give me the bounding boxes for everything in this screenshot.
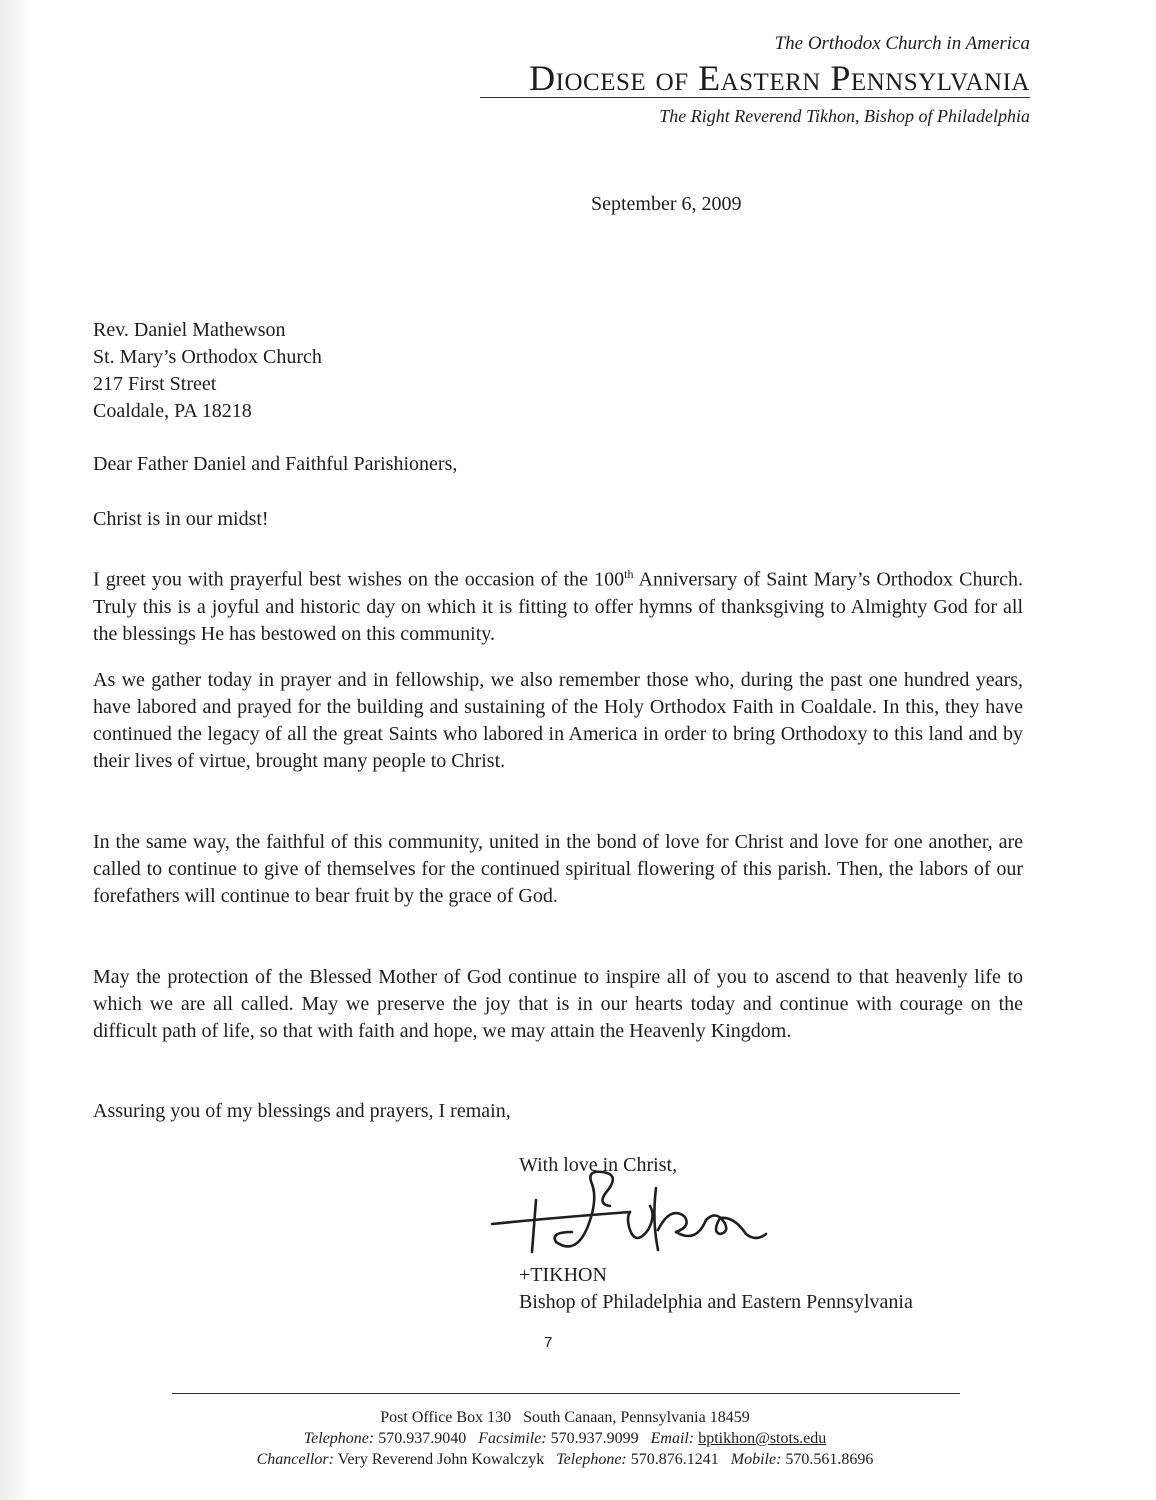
footer-divider	[172, 1393, 960, 1394]
footer-email-label: Email:	[650, 1430, 695, 1447]
letterhead-divider	[480, 97, 1030, 98]
recipient-address	[93, 317, 322, 425]
footer-mobile-label: Mobile:	[730, 1451, 782, 1468]
signature-cross-stem	[532, 1200, 536, 1252]
footer-chancellor-name: Very Reverend John Kowalczyk	[337, 1451, 545, 1468]
signature-letters-kh	[654, 1188, 706, 1250]
letterhead-church: The Orthodox Church in America	[774, 33, 1030, 54]
footer-city: South Canaan, Pennsylvania 18459	[523, 1409, 750, 1426]
signer-title: Bishop of Philadelphia and Eastern Pennsylvania	[519, 1291, 913, 1313]
signer-name: +TIKHON	[519, 1264, 607, 1286]
footer-chancellor	[150, 1449, 980, 1471]
footer-email-link[interactable]: bptikhon@stots.edu	[698, 1430, 827, 1447]
footer-fax-label: Facsimile:	[478, 1430, 547, 1447]
signature-letters-on	[706, 1215, 766, 1238]
footer-tel: 570.937.9040	[378, 1430, 467, 1447]
footer-chancellor-tel-label: Telephone:	[556, 1451, 627, 1468]
footer-chancellor-tel: 570.876.1241	[630, 1451, 719, 1468]
recipient-city: Coaldale, PA 18218	[93, 400, 252, 422]
footer-mobile: 570.561.8696	[785, 1451, 874, 1468]
footer-address	[150, 1407, 980, 1429]
recipient-street: 217 First Street	[93, 373, 217, 395]
signature-letter-t	[555, 1172, 613, 1247]
paragraph-2: As we gather today in prayer and in fellowship, we also remember those who, during the past one hundred years, have labored and prayed for the building and sustaining of the Holy Orthodox Faith in Coaldale. In this, they have continued the legacy of all the great Saints who labored in America in order to bring Orthodoxy to this land and by their lives of virtue, brought many people to Christ.	[93, 669, 1023, 772]
footer-contacts	[150, 1428, 980, 1450]
paragraph-3: In the same way, the faithful of this community, united in the bond of love for Christ and love for one another, are called to continue to give of themselves for the continued spiritual flowering of this parish. Then, the labors of our forefathers will continue to bear fruit by the grace of God.	[93, 831, 1023, 907]
paragraph-1-superscript: th	[624, 567, 634, 581]
recipient-name: Rev. Daniel Mathewson	[93, 319, 286, 341]
letterhead-diocese: Diocese of Eastern Pennsylvania	[529, 58, 1030, 98]
paragraph-5: Assuring you of my blessings and prayers, I remain,	[93, 1100, 511, 1122]
scan-edge-shadow	[0, 0, 30, 1500]
signature-image	[480, 1160, 770, 1260]
recipient-church: St. Mary’s Orthodox Church	[93, 346, 322, 368]
footer-chancellor-label: Chancellor:	[256, 1451, 334, 1468]
paragraph-1-part-2: Anniversary of Saint Mary’s Orthodox Church. Truly this is a joyful and historic day on which it is fitting to offer hymns of thanksgiving to Almighty God for all the blessings He has bestowed on this community.	[93, 568, 1024, 645]
footer-po-box: Post Office Box 130	[380, 1409, 512, 1426]
footer-fax: 570.937.9099	[550, 1430, 639, 1447]
closing-line: With love in Christ,	[519, 1154, 678, 1176]
greeting: Christ is in our midst!	[93, 508, 269, 530]
letter-date: September 6, 2009	[591, 193, 742, 215]
paragraph-4: May the protection of the Blessed Mother of God continue to inspire all of you to ascend to that heavenly life to which we are all called. May we preserve the joy that is in our hearts today and continue with courage on the difficult path of life, so that with faith and hope, we may attain the Heavenly Kingdom.	[93, 966, 1023, 1042]
page-number: 7	[544, 1334, 553, 1351]
salutation: Dear Father Daniel and Faithful Parishioners,	[93, 453, 458, 475]
paragraph-1-part-1: I greet you with prayerful best wishes on the occasion of the 100	[93, 568, 625, 591]
signature-cross-bar	[492, 1212, 630, 1224]
paragraph-1	[93, 561, 1023, 648]
footer-tel-label: Telephone:	[303, 1430, 375, 1447]
letterhead-bishop: The Right Reverend Tikhon, Bishop of Philadelphia	[659, 106, 1030, 126]
signature-letter-i	[628, 1206, 653, 1238]
